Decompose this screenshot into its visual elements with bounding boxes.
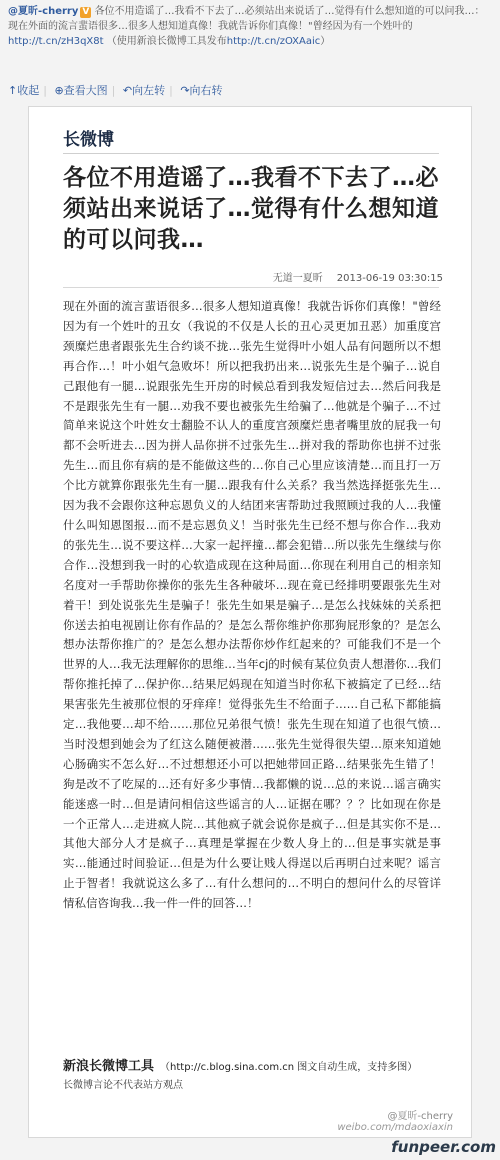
footer-disclaimer: 长微博言论不代表站方观点 bbox=[63, 1080, 183, 1091]
magnify-icon: ⊕ bbox=[54, 84, 64, 97]
weibo-post-header bbox=[8, 4, 494, 49]
rotate-left-label: 向左转 bbox=[132, 84, 166, 97]
article-meta bbox=[273, 269, 443, 284]
image-actions-bar bbox=[8, 82, 223, 98]
divider: | bbox=[43, 84, 47, 97]
post-link-2[interactable]: http://t.cn/zOXAaic bbox=[226, 36, 321, 47]
verified-badge-icon: V bbox=[80, 7, 91, 18]
divider bbox=[63, 153, 439, 154]
article-author: 无道一夏昕 bbox=[272, 273, 323, 284]
rotate-right-icon: ↷ bbox=[180, 84, 190, 97]
divider: | bbox=[169, 84, 173, 97]
rotate-left-button[interactable] bbox=[123, 84, 165, 97]
article-title: 各位不用造谣了…我看不下去了…必须站出来说话了…觉得有什么想知道的可以问我… bbox=[63, 165, 439, 253]
long-weibo-image[interactable] bbox=[28, 106, 472, 1138]
rotate-right-button[interactable] bbox=[180, 84, 222, 97]
weibo-watermark-url: weibo.com/mdaoxiaxin bbox=[337, 1122, 453, 1133]
weibo-watermark-user: @夏昕-cherry bbox=[387, 1111, 453, 1122]
post-text-part1: 各位不用造谣了…我看不下去了…必须站出来说话了…觉得有什么想知道的可以问我…：现在外面的流言蜚语很多…很多人想知道真像！我就告诉你们真像！"曾经因为有一个姓叶的 bbox=[8, 6, 485, 32]
rotate-right-label: 向右转 bbox=[189, 84, 223, 97]
article-date: 2013-06-19 03:30:15 bbox=[336, 273, 443, 284]
view-large-button[interactable] bbox=[54, 84, 107, 97]
post-link-1[interactable]: http://t.cn/zH3qX8t bbox=[8, 36, 104, 47]
footer-brand bbox=[63, 1055, 417, 1074]
article-body: 现在外面的流言蜚语很多…很多人想知道真像！我就告诉你们真像！"曾经因为有一个姓叶的丑女（我说的不仅是人长的丑心灵更加丑恶）加重度宫颈糜烂患者跟张先生合约谈不拢…张先生觉得叶小姐人品有问题所以不想再合作…！叶小姐气急败坏！所以把我扔出来…说张先生是个骗子…说自己跟他有一腿…说跟张先生开房的时候总看到我发短信过去…然后问我是不是跟张先生有一腿…劝我不要也被张先生给骗了…他就是个骗子…不过简单来说这个叶姓女士翻脸不认人的重度宫颈糜烂患者嘴里放的屁我一句都不会听进去…因为拼人品你拼不过张先生…拼对我的帮助你也拼不过张先生…而且你有病的是不能做这些的…你自己心里应该清楚…而且打一万个比方就算你跟张先生有一腿…跟我有什么关系？我当然选择挺张先生…因为我不会跟你这种忘恩负义的人结团来害帮助过我照顾过我的人…我懂什么叫知恩图报…而不是忘恩负义！当时张先生已经不想与你合作…我劝的张先生…说不要这样…大家一起抨撞…都会犯错…所以张先生继续与你合作…没想到我一时的心软造成现在这种局面…你现在利用自己的相亲知名度对一手帮助你操你的张先生各种破坏…现在竟已经排明要跟张先生对着干！到处说张先生是骗子！张先生如果是骗子…是怎么找妹妹的关系把你送去拍电视剧让你有作品的？是怎么帮你维护你那狗屁形象的？是怎么想办法帮你推广的？是怎么想办法帮你炒作红起来的？可能我们不是一个世界的人…我无法理解你的思维…当年cj的时候有某位负责人想潜你…我们帮你推托掉了…保护你…结果尼妈现在知道当时你私下被搞定了已经…结果害张先生被那位恨的牙痒痒！觉得张先生不给面子……自己私下都能搞定…我他要…却不给……那位兄弟很气愤！张先生现在知道了也很气愤…当时没想到她会为了红这么随便被潜……张先生觉得很失望…原来知道她心肠确实不怎么好…不过想想还小可以把她带回正路…结果张先生错了！狗是改不了吃屎的…还有好多少事情…我都懒的说…总的来说…谣言确实能迷惑一时…但是请问相信这些谣言的人…证据在哪？？？比如现在你是一个正常人…走进疯人院…其他疯子就会说你是疯子…但是其实你不是…其他大部分人才是疯子…真理是掌握在少数人身上的…但是事实就是事实…能通过时间验证…但是为什么要让贱人得逞以后再明白过来呢？谣言止于智者！我就说这么多了…有什么想问的…不明白的想问什么的尽管详情私信咨询我…我一件一件的回答…！ bbox=[63, 299, 441, 911]
rotate-left-icon: ↶ bbox=[122, 84, 133, 97]
collapse-label: 收起 bbox=[17, 84, 40, 97]
footer-brand-name: 新浪长微博工具 bbox=[63, 1059, 155, 1074]
footer-brand-desc: （http://c.blog.sina.com.cn 图文自动生成，支持多图） bbox=[160, 1062, 418, 1073]
post-author-link[interactable]: @夏昕-cherry bbox=[8, 6, 79, 17]
collapse-arrow-icon: ↑ bbox=[8, 84, 18, 97]
long-weibo-brand: 长微博 bbox=[63, 130, 114, 150]
post-text-part2: （使用新浪长微博工具发布 bbox=[106, 36, 227, 47]
divider bbox=[63, 287, 439, 288]
view-large-label: 查看大图 bbox=[63, 84, 108, 97]
post-text-part3: ） bbox=[320, 36, 331, 47]
collapse-button[interactable] bbox=[8, 84, 39, 97]
divider: | bbox=[111, 84, 116, 97]
site-watermark: funpeer.com bbox=[391, 1138, 496, 1156]
